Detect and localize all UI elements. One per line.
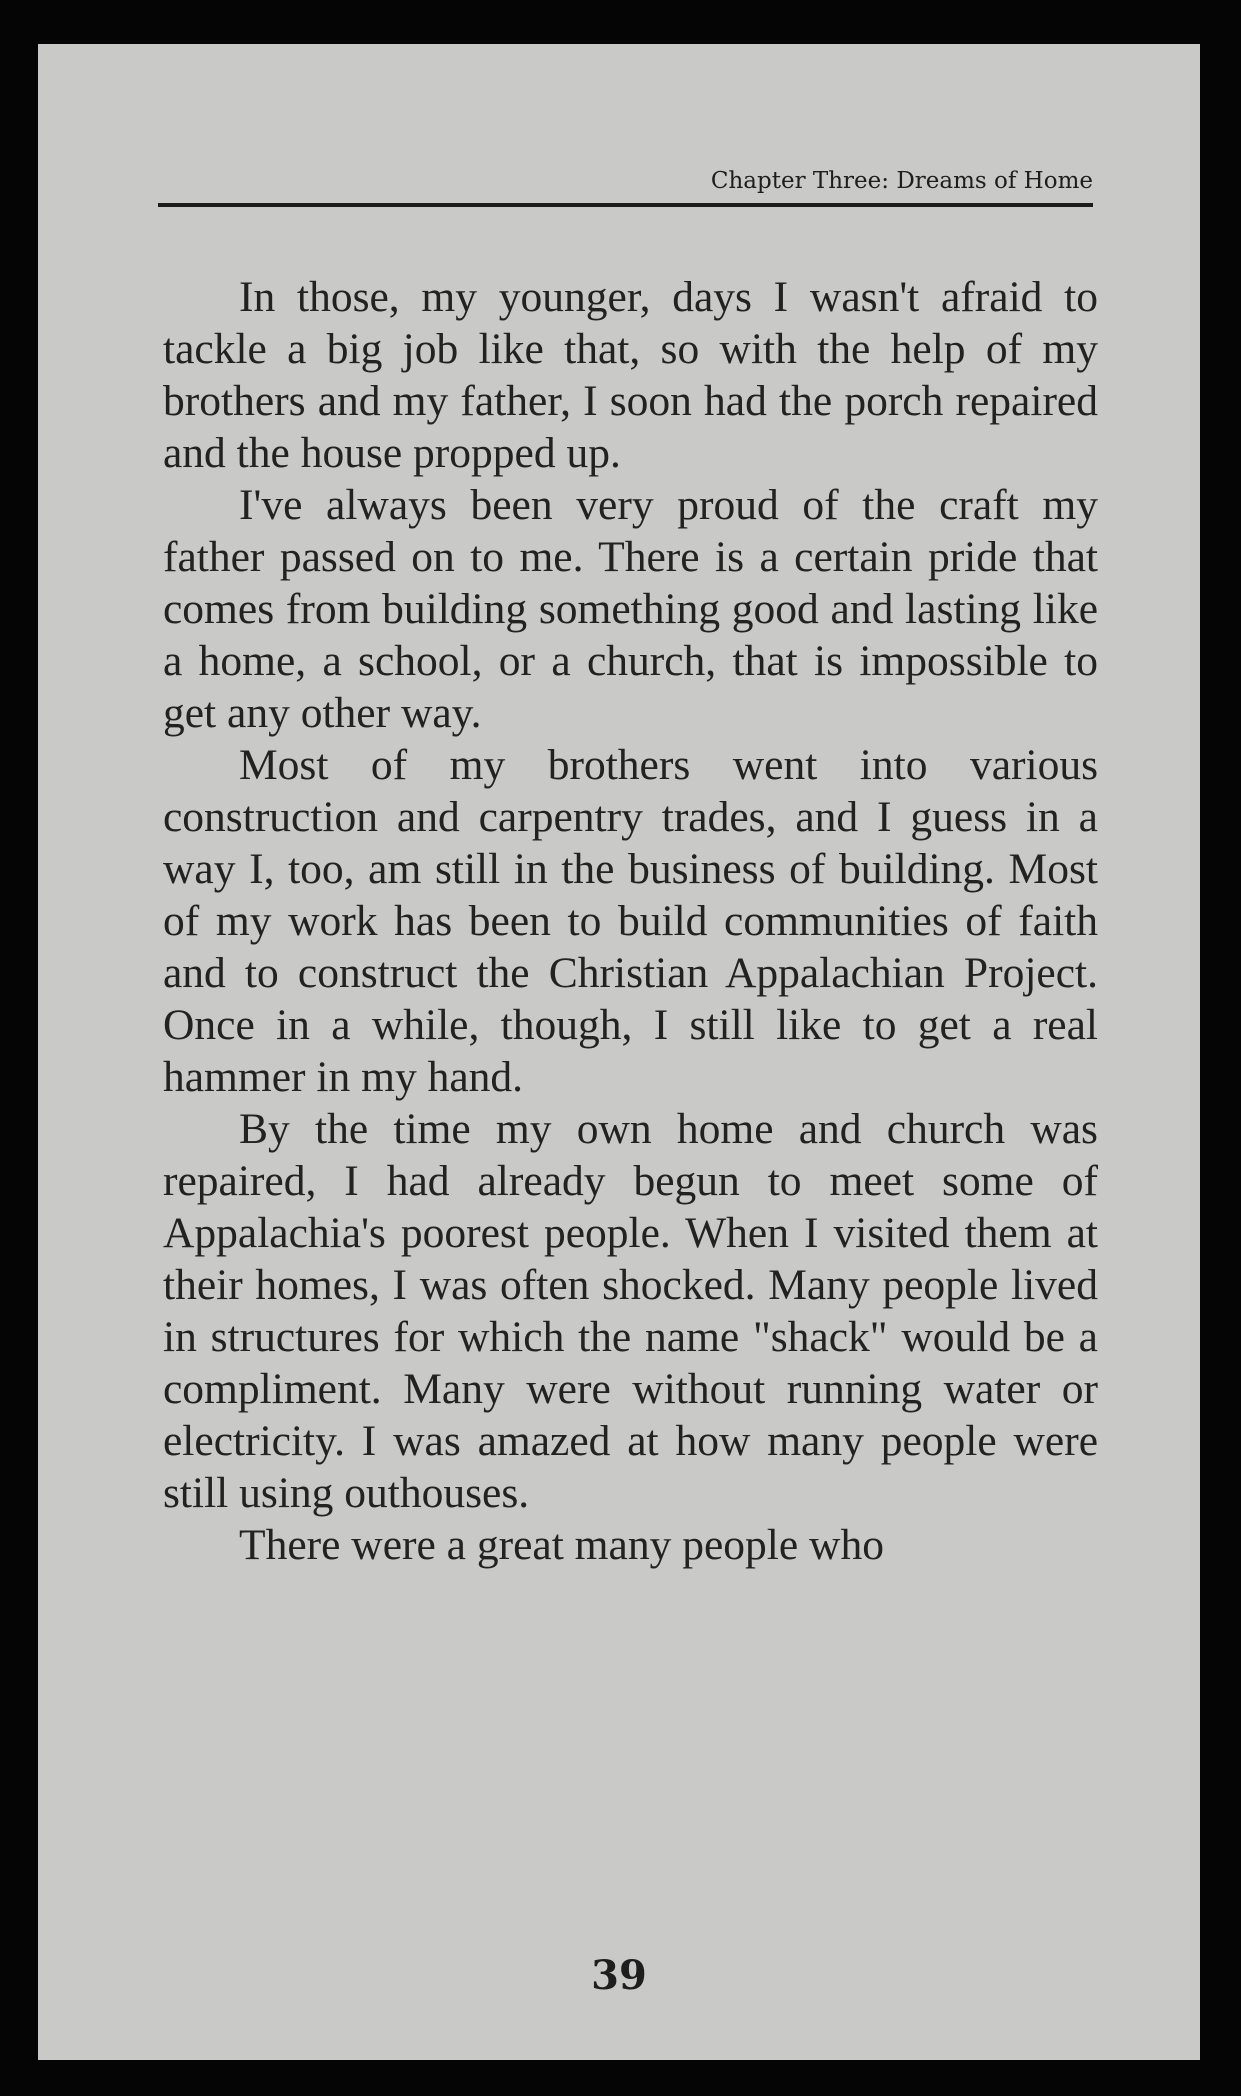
paragraph: In those, my younger, days I wasn't afraid to tackle a big job like that, so with the help of my brothers and my father, I soon had the porch repaired and the house propped up.: [163, 273, 1098, 477]
page-number: 39: [591, 1952, 647, 1999]
paragraph: Most of my brothers went into various construction and carpentry trades, and I guess in a way I, too, am still in the business of building. Most of my work has been to build communities of faith and to construct the Christian Appalachian Project. Once in a while, though, I still like to get a real hammer in my hand.: [163, 741, 1098, 1101]
paragraph: I've always been very proud of the craft my father passed on to me. There is a certain pride that comes from building something good and lasting like a home, a school, or a church, that is impossible to get any other way.: [163, 481, 1098, 737]
running-header: [158, 158, 1093, 207]
paragraph: By the time my own home and church was repaired, I had already begun to meet some of Appalachia's poorest people. When I visited them at their homes, I was often shocked. Many people lived in structures for which the name "shack" would be a compliment. Many were without running water or electricity. I was amazed at how many people were still using outhouses.: [163, 1105, 1098, 1517]
chapter-title: Chapter Three: Dreams of Home: [710, 168, 1093, 194]
book-page: [38, 44, 1200, 2060]
paragraph: There were a great many people who: [239, 1521, 884, 1569]
page-body: [163, 271, 1098, 1571]
